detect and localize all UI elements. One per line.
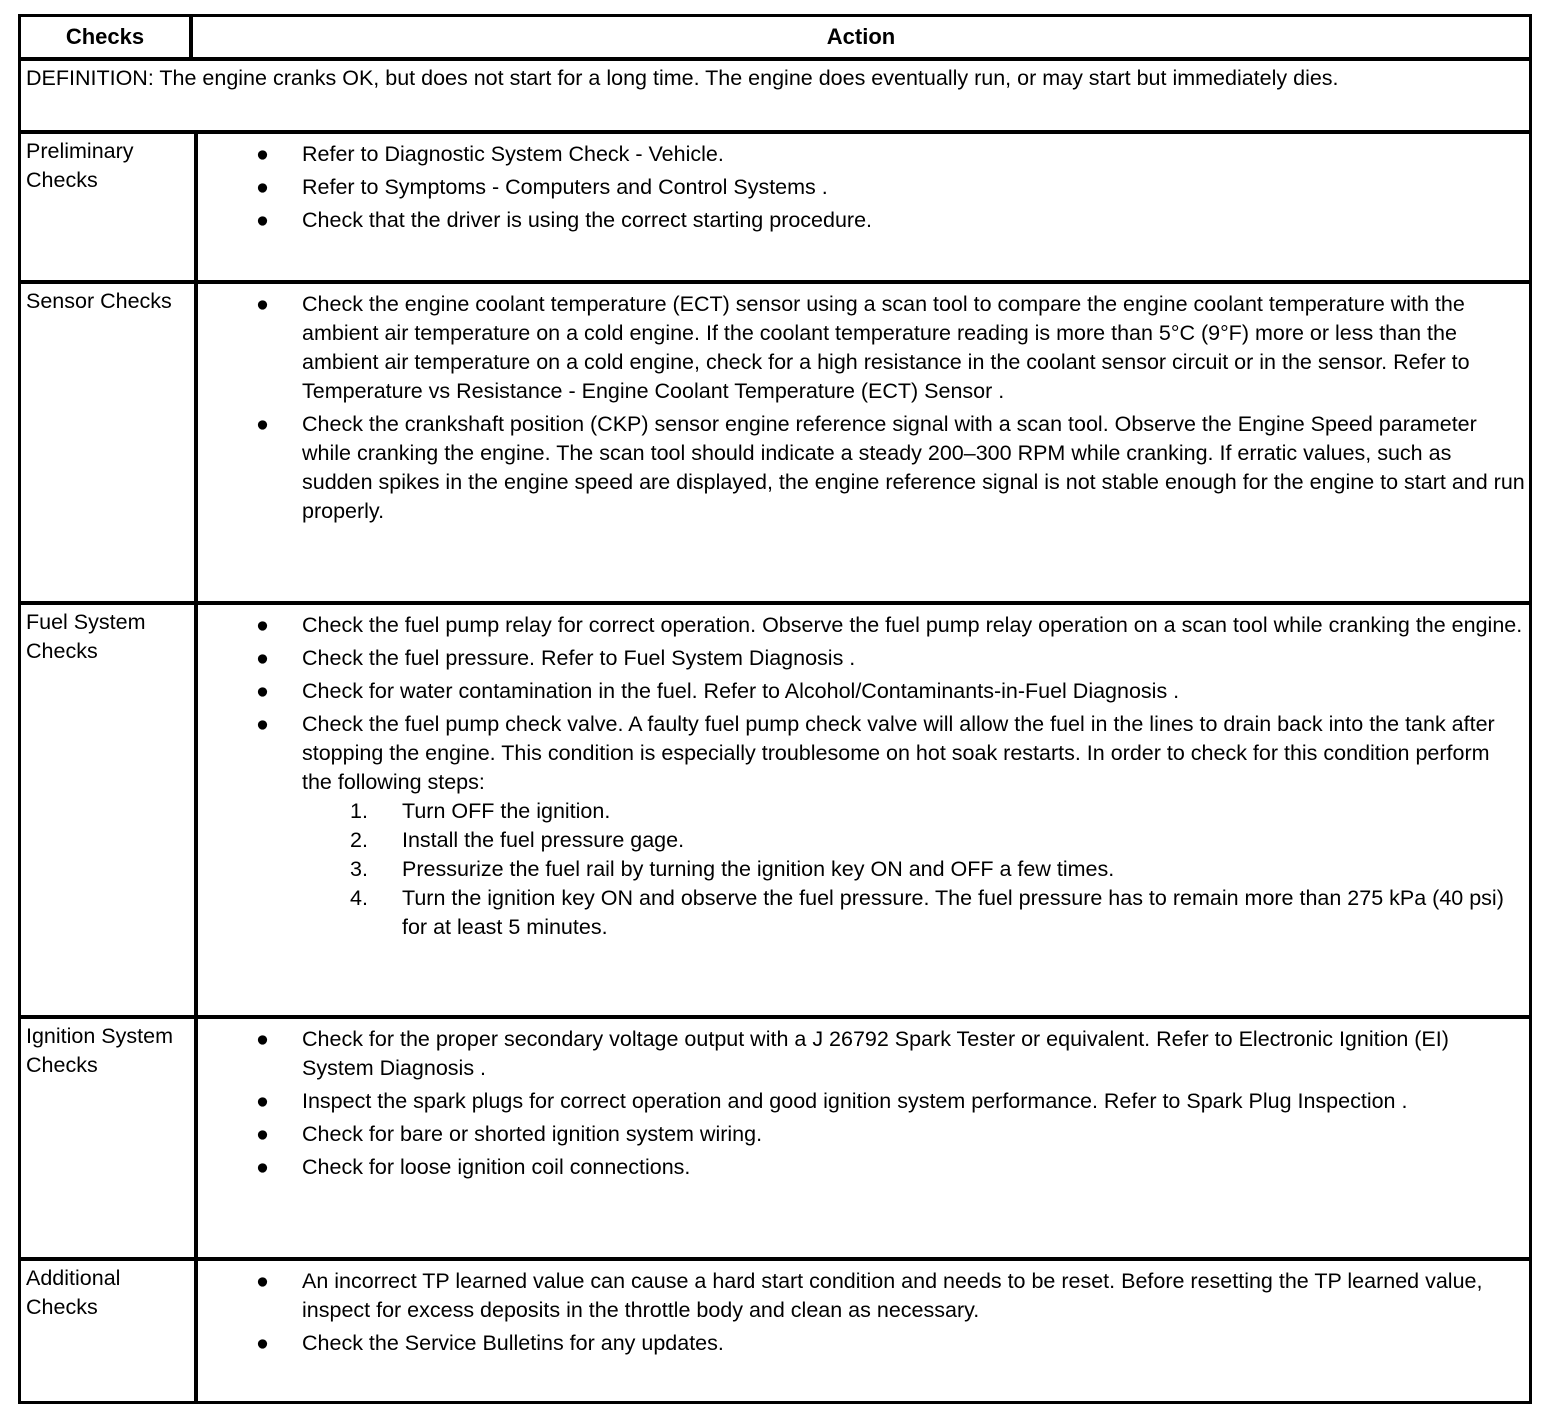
ignition-system-checks-label: Ignition System Checks	[21, 1019, 198, 1257]
bullet-icon: ●	[256, 646, 269, 670]
step-number: 4.	[350, 886, 368, 910]
bullet-icon: ●	[256, 1027, 269, 1051]
bullet-icon: ●	[256, 1331, 269, 1355]
list-item: ● Check for the proper secondary voltage output with a J 26792 Spark Tester or equivalent. Refer to Electronic Ignition (EI) System Diagnosis .	[256, 1027, 1449, 1080]
list-item: ● Check the Service Bulletins for any updates.	[198, 1329, 1529, 1358]
action-column-header: Action	[826, 24, 896, 49]
diagnostic-table	[18, 14, 1532, 1404]
step-number: 2.	[350, 828, 368, 852]
additional-checks-label: Additional Checks	[21, 1261, 198, 1401]
list-item: ● Inspect the spark plugs for correct operation and good ignition system performance. Refer to Spark Plug Inspection .	[198, 1087, 1529, 1116]
list-item: ● Check the engine coolant temperature (ECT) sensor using a scan tool to compare the engine coolant temperature with the ambient air temperature on a cold engine. If the coolant temperature reading is more than 5°C (9°F) more or less than the ambient air temperature on a cold engine, check for a high resistance in the coolant sensor circuit or in the sensor. Refer to Temperature vs Resistance - Engine Coolant Temperature (ECT) Sensor .	[256, 292, 1470, 403]
list-item: ● Check for water contamination in the fuel. Refer to Alcohol/Contaminants-in-Fuel Diagnosis .	[198, 677, 1529, 706]
bullet-icon: ●	[256, 142, 269, 166]
sensor-checks-row	[21, 280, 1529, 601]
bullet-icon: ●	[256, 1122, 269, 1146]
bullet-icon: ●	[256, 679, 269, 703]
preliminary-checks-row	[21, 130, 1529, 280]
fuel-system-checks-label: Fuel System Checks	[21, 605, 198, 1015]
list-item: ● Refer to Symptoms - Computers and Control Systems .	[198, 173, 1529, 202]
bullet-icon: ●	[256, 1269, 269, 1293]
preliminary-checks-label: Preliminary Checks	[21, 134, 198, 280]
bullet-icon: ●	[256, 712, 269, 736]
fuel-system-checks-row	[21, 601, 1529, 1015]
checks-column-header: Checks	[21, 17, 193, 57]
list-item: ● Check that the driver is using the correct starting procedure.	[198, 206, 1529, 235]
bullet-icon: ●	[256, 613, 269, 637]
list-item: ● Check the fuel pump relay for correct operation. Observe the fuel pump relay operation on a scan tool while cranking the engine.	[198, 611, 1529, 640]
step-item: 3. Pressurize the fuel rail by turning the ignition key ON and OFF a few times.	[302, 855, 1525, 884]
step-item: 1. Turn OFF the ignition.	[302, 797, 1525, 826]
additional-checks-actions	[198, 1261, 1529, 1401]
fuel-pressure-steps	[302, 797, 1525, 942]
bullet-icon: ●	[256, 175, 269, 199]
definition-row: DEFINITION: The engine cranks OK, but does not start for a long time. The engine does eventually run, or may start but immediately dies.	[21, 57, 1529, 130]
step-item: 2. Install the fuel pressure gage.	[302, 826, 1525, 855]
bullet-icon: ●	[256, 292, 269, 316]
additional-checks-row	[21, 1257, 1529, 1401]
step-item: 4. Turn the ignition key ON and observe the fuel pressure. The fuel pressure has to remain more than 275 kPa (40 psi) for at least 5 minutes.	[350, 886, 1504, 939]
list-item: ● Refer to Diagnostic System Check - Vehicle.	[198, 140, 1529, 169]
list-item: ● An incorrect TP learned value can cause a hard start condition and needs to be reset. Before resetting the TP learned value, inspect for excess deposits in the throttle body and clean as necessary.	[256, 1269, 1483, 1322]
bullet-icon: ●	[256, 1155, 269, 1179]
bullet-icon: ●	[256, 412, 269, 436]
ignition-system-checks-actions	[198, 1019, 1529, 1257]
fuel-system-checks-actions	[198, 605, 1529, 1015]
sensor-checks-actions	[198, 284, 1529, 601]
ignition-system-checks-row	[21, 1015, 1529, 1257]
list-item: ● Check the crankshaft position (CKP) sensor engine reference signal with a scan tool. Observe the Engine Speed parameter while cranking the engine. The scan tool should indicate a steady 200–300 RPM while cranking. If erratic values, such as sudden spikes in the engine speed are displayed, the engine reference signal is not stable enough for the engine to start and run properly.	[256, 412, 1525, 523]
preliminary-checks-actions	[198, 134, 1529, 280]
sensor-checks-label: Sensor Checks	[21, 284, 198, 601]
step-number: 3.	[350, 857, 368, 881]
table-header-row	[21, 17, 1529, 57]
bullet-icon: ●	[256, 1089, 269, 1113]
list-item: ● Check for bare or shorted ignition system wiring.	[198, 1120, 1529, 1149]
list-item: ● Check the fuel pressure. Refer to Fuel System Diagnosis .	[198, 644, 1529, 673]
list-item: ● Check for loose ignition coil connections.	[198, 1153, 1529, 1182]
step-number: 1.	[350, 799, 368, 823]
bullet-icon: ●	[256, 208, 269, 232]
list-item: ● Check the fuel pump check valve. A faulty fuel pump check valve will allow the fuel in the lines to drain back into the tank after stopping the engine. This condition is especially troublesome on hot soak restarts. In order to check for this condition perform the following steps: 1. Turn OFF the ignition. 2. Install the fuel pressure gage. 3. Pressurize the fuel rail by turning the ignition key ON and OFF a few times. 4. Turn the ignition key ON and observe the fuel pressure. The fuel pressure has to remain more than 275 kPa (40 psi) for at least 5 minutes.	[198, 710, 1529, 942]
